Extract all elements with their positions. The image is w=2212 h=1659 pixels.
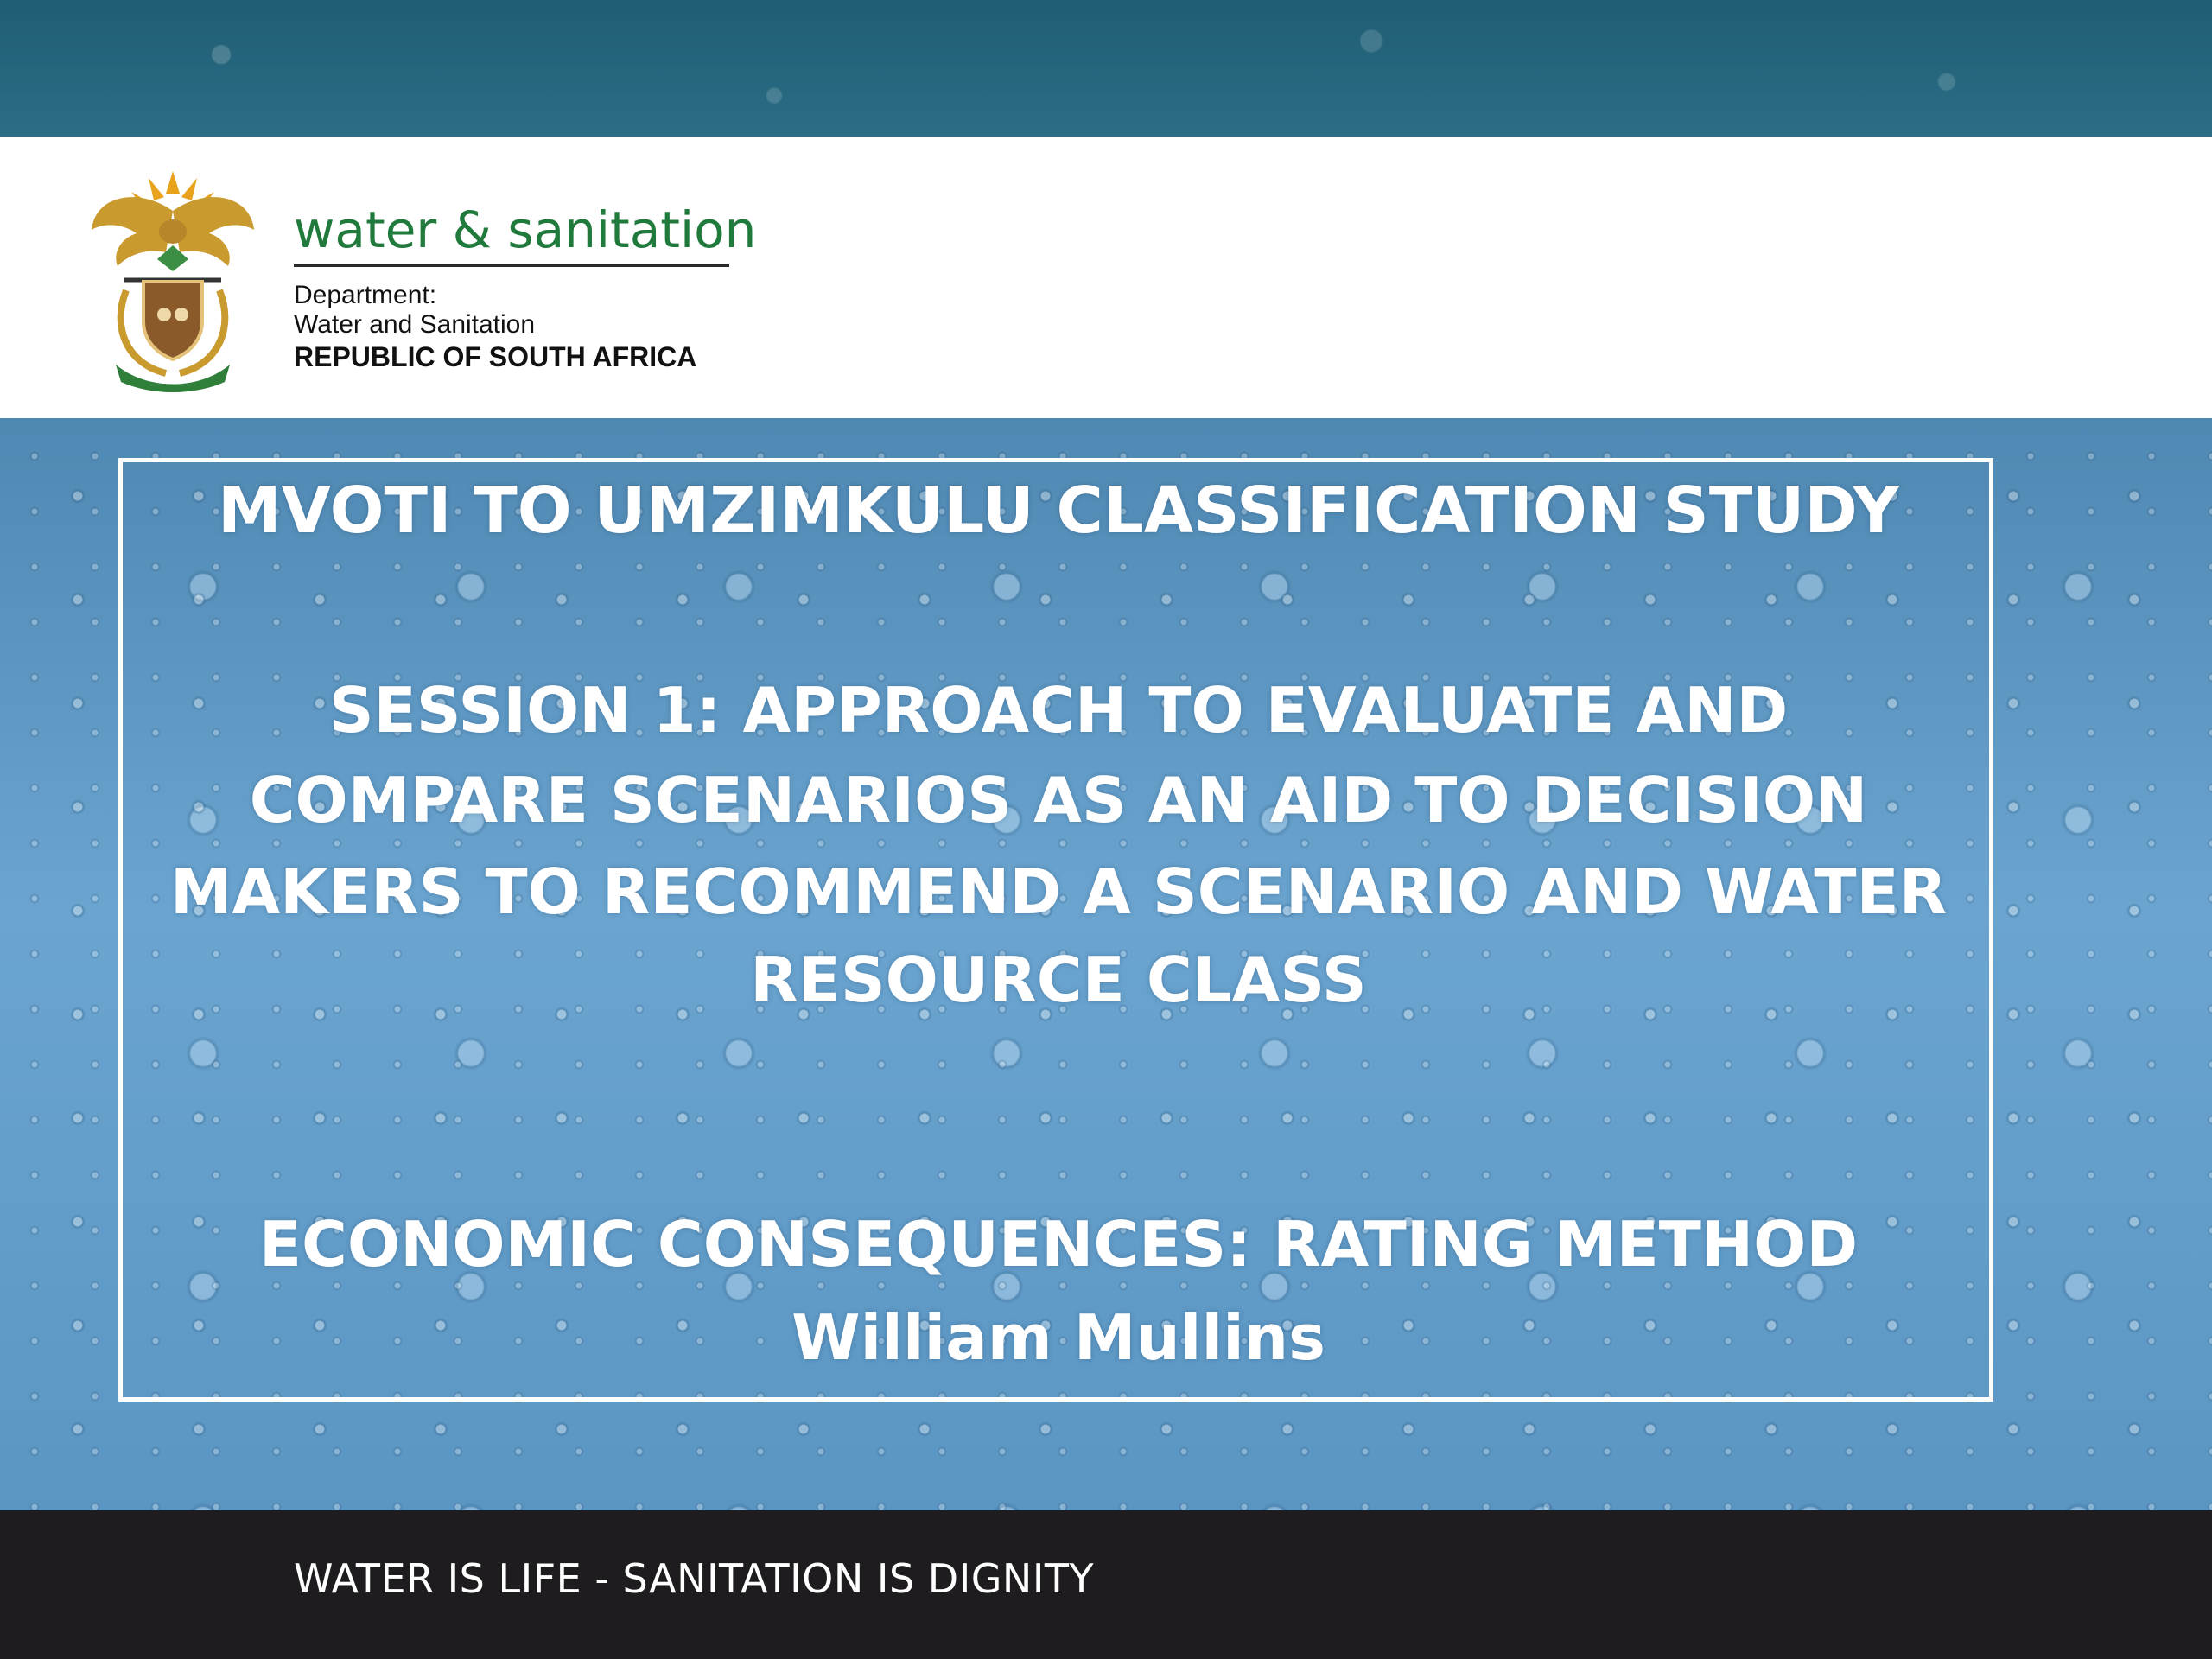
brand-name: water & sanitation — [294, 200, 757, 259]
topic-title: ECONOMIC CONSEQUENCES: RATING METHOD — [258, 1208, 1859, 1281]
footer-slogan: WATER IS LIFE - SANITATION IS DIGNITY — [294, 1555, 1095, 1602]
brand-divider — [294, 264, 729, 267]
coat-of-arms-icon — [86, 169, 259, 392]
presenter-name: William Mullins — [791, 1301, 1325, 1374]
top-water-band — [0, 0, 2212, 137]
session-line-2: COMPARE SCENARIOS AS AN AID TO DECISION — [249, 764, 1868, 836]
department-name: Water and Sanitation — [294, 310, 536, 339]
session-line-1: SESSION 1: APPROACH TO EVALUATE AND — [328, 674, 1789, 747]
header-band — [0, 137, 2212, 418]
session-line-4: RESOURCE CLASS — [750, 944, 1367, 1016]
country-name: REPUBLIC OF SOUTH AFRICA — [294, 341, 697, 372]
department-label: Department: — [294, 281, 437, 309]
study-title: MVOTI TO UMZIMKULU CLASSIFICATION STUDY — [217, 474, 1900, 548]
session-line-3: MAKERS TO RECOMMEND A SCENARIO AND WATER — [169, 855, 1948, 928]
